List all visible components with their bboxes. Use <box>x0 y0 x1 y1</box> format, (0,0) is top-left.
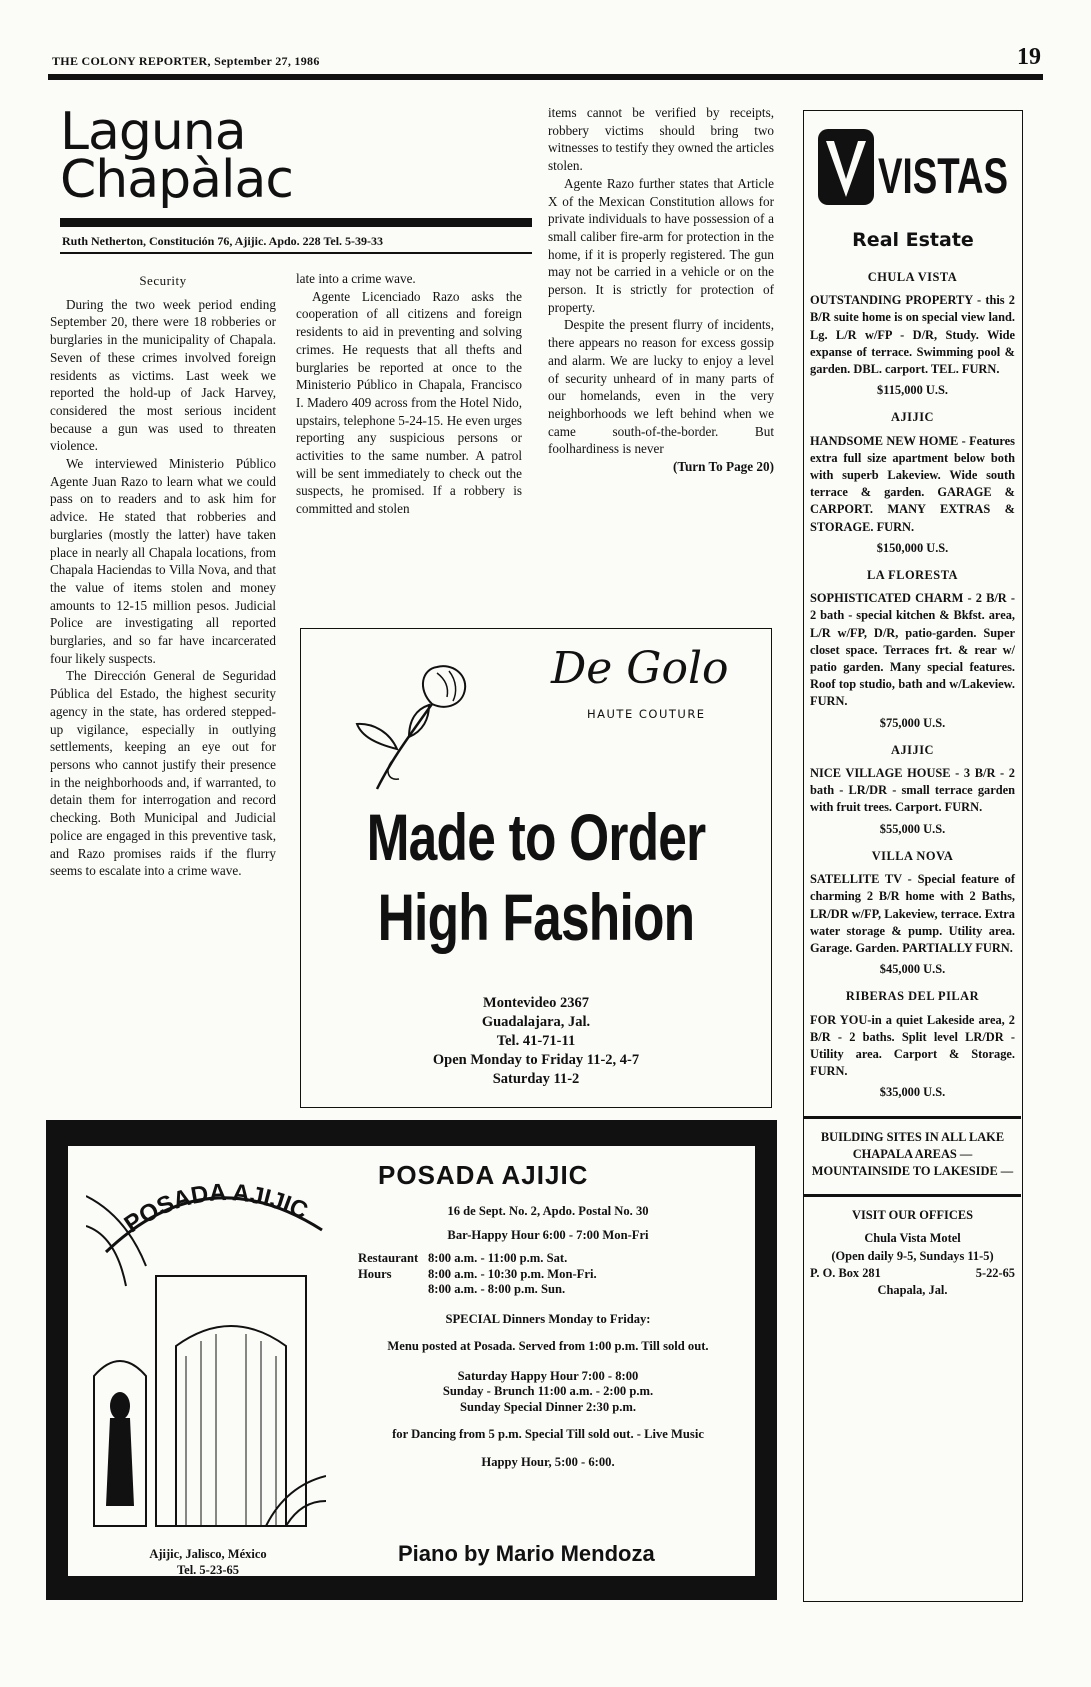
address-line: Montevideo 2367 <box>483 995 589 1011</box>
saturday-happy-hour: Saturday Happy Hour 7:00 - 8:00 <box>457 1368 639 1383</box>
column-logo-line1: Laguna <box>60 102 246 162</box>
listing-location: AJIJIC <box>891 742 934 757</box>
listing <box>810 742 1015 838</box>
vistas-real-estate-ad <box>803 110 1023 1602</box>
article-heading: Security <box>139 273 187 288</box>
listing-price: $35,000 U.S. <box>879 1085 946 1100</box>
dancing-note: for Dancing from 5 p.m. Special Till sold out. - Live Music <box>392 1427 704 1441</box>
byline-rule <box>60 252 532 254</box>
listing-description: SOPHISTICATED CHARM - 2 B/R - 2 bath - special kitchen & Bkfst. area, L/R w/FP, D/R, patio-garden. Super closet space. Terraces frt. & rear w/ patio garden. Many special features. Roof top studio, bath and w/Lakeview. FURN. <box>810 591 1015 709</box>
listing-location: LA FLORESTA <box>867 568 958 583</box>
listing-description: SATELLITE TV - Special feature of charming 2 B/R home with 2 Baths, LR/DR w/FP, Lakeview, terrace. Extra water storage & pump. Utility area. Garage. Garden. PARTIALLY FURN. <box>810 872 1015 955</box>
happy-hour: Happy Hour, 5:00 - 6:00. <box>481 1454 615 1469</box>
posada-details <box>348 1204 748 1470</box>
address-line: Guadalajara, Jal. <box>481 1014 591 1030</box>
masthead: THE COLONY REPORTER, September 27, 1986 <box>52 54 320 68</box>
listing-description: HANDSOME NEW HOME - Features extra full size apartment below both with superb Lakeview. Wide south terrace & garden. GARAGE & CARPORT. MANY EXTRAS & STORAGE. FURN. <box>810 433 1015 534</box>
article-paragraph: items cannot be verified by receipts, robbery victims should bring two witnesses to testify they owned the articles stolen. <box>548 105 774 174</box>
article-column-1 <box>50 272 276 880</box>
office-name: Chula Vista Motel <box>864 1231 961 1246</box>
listing-price: $75,000 U.S. <box>879 715 946 730</box>
de-golo-name: De Golo <box>551 643 729 694</box>
de-golo-address <box>301 994 771 1089</box>
hours-line: Saturday 11-2 <box>492 1071 580 1087</box>
posada-phone: Tel. 5-23-65 <box>176 1563 240 1577</box>
po-box: P. O. Box 281 <box>810 1265 881 1280</box>
listing-price: $55,000 U.S. <box>879 821 946 836</box>
posada-ajijic-ad <box>46 1120 777 1600</box>
logo-rule <box>60 218 532 227</box>
listing-description: OUTSTANDING PROPERTY - this 2 B/R suite home is on special view land. Lg. L/R w/FP - D/R, Study. Wide expanse of terrace. Swimming pool & garden. DBL. carport. TEL. FURN. <box>810 293 1015 377</box>
article-paragraph: The Dirección General de Seguridad Pública del Estado, the highest security agency in the state, has ordered stepped-up vigilance, especially in outlying settlements, keeping an eye out for persons who cannot justify their presence in the neighborhoods and, if warranted, to detain them for interrogation and record checking. Both Municipal and Judicial police are engaged in this preventive task, and Razo promises raids if the flurry seems to escalate into a crime wave. <box>50 668 276 879</box>
piano-note: Piano by Mario Mendoza <box>398 1541 655 1566</box>
hours-line: Open Monday to Friday 11-2, 4-7 <box>432 1052 640 1068</box>
article-paragraph: Agente Licenciado Razo asks the cooperation of all citizens and foreign residents to aid in preventing and solving crimes. He requests that all thefts and burglaries be reported at once to the Ministerio Público in Chapala, Francisco I. Madero 409 across from the Hotel Nido, upstairs, telephone 5-24-15. He even urges reporting any suspicious persons or activities to the same number. A patrol will be sent immediately to check out the suspects, he promised. If a robbery is committed and stolen <box>296 288 522 517</box>
office-contact <box>810 1265 1015 1282</box>
article-column-3 <box>548 104 774 476</box>
posada-illustration <box>86 1156 326 1536</box>
rose-icon <box>337 649 487 799</box>
visit-offices: VISIT OUR OFFICES <box>852 1208 973 1223</box>
restaurant-hours <box>358 1251 748 1298</box>
office-hours: (Open daily 9-5, Sundays 11-5) <box>831 1248 994 1263</box>
posada-title: POSADA AJIJIC <box>378 1160 589 1190</box>
bar-hours: Bar-Happy Hour 6:00 - 7:00 Mon-Fri <box>447 1227 649 1242</box>
vistas-logo <box>814 121 1012 213</box>
article-column-2 <box>296 270 522 518</box>
posada-footer <box>128 1546 288 1578</box>
hours-line: 8:00 a.m. - 8:00 p.m. Sun. <box>428 1282 566 1296</box>
masthead-rule <box>48 74 1043 80</box>
posada-location: Ajijic, Jalisco, México <box>149 1547 267 1561</box>
special-dinners: SPECIAL Dinners Monday to Friday: <box>445 1311 651 1326</box>
listing-description: FOR YOU-in a quiet Lakeside area, 2 B/R - 2 baths. Split level LR/DR - Utility area. Carport & Storage. FURN. <box>810 1012 1015 1079</box>
restaurant-hours-list <box>428 1251 748 1298</box>
phone: Tel. 41-71-11 <box>496 1033 576 1049</box>
de-golo-sub: HAUTE COUTURE <box>587 707 706 721</box>
page-number: 19 <box>1017 44 1041 70</box>
vistas-listings <box>810 259 1015 1299</box>
turn-to-page: (Turn To Page 20) <box>672 459 774 475</box>
menu-note: Menu posted at Posada. Served from 1:00 p.m. Till sold out. <box>387 1339 709 1353</box>
listing <box>810 988 1015 1101</box>
listing-location: CHULA VISTA <box>867 270 958 284</box>
de-golo-ad <box>300 628 772 1108</box>
posada-inner <box>68 1146 755 1576</box>
vistas-logo-text: VISTAS <box>878 148 1008 204</box>
listing <box>810 409 1015 557</box>
article-paragraph: We interviewed Ministerio Público Agente Juan Razo to learn what we could pass on to readers and to ask him for advice. He stated that robberies and burglaries (mostly the latter) have taken place in nearly all Chapala locations, from Chapala Haciendas to Villa Nova, and that the value of items stolen and money amounts to 12-15 million pesos. Judicial Police are investigating all reported burglaries, and so far have incarcerated four likely suspects. <box>50 456 276 666</box>
high-fashion: High Fashion <box>377 880 695 954</box>
office-city: Chapala, Jal. <box>877 1282 948 1297</box>
posada-address: 16 de Sept. No. 2, Apdo. Postal No. 30 <box>447 1204 649 1218</box>
office-phone: 5-22-65 <box>975 1265 1015 1280</box>
building-sites: BUILDING SITES IN ALL LAKE CHAPALA AREAS — MOUNTAINSIDE TO LAKESIDE — <box>811 1129 1014 1178</box>
posada-sign-text: POSADA AJIJIC <box>119 1179 312 1239</box>
listing <box>810 269 1015 399</box>
hours-line: 8:00 a.m. - 10:30 p.m. Mon-Fri. <box>428 1266 597 1281</box>
vistas-tagline: Real Estate <box>852 229 974 251</box>
sunday-dinner: Sunday Special Dinner 2:30 p.m. <box>459 1399 637 1414</box>
listing-location: VILLA NOVA <box>871 848 954 863</box>
article-paragraph: During the two week period ending September 20, there were 18 robberies or burglaries in the municipality of Chapala. Seven of these crimes involved foreign residents as victims. Last week we reported the hold-up of Jack Harvey, considered the most serious incident because a gun was used to threaten violence. <box>50 296 276 454</box>
article-paragraph: Despite the present flurry of incidents, there appears no reason for excess gossip and alarm. We are lucky to enjoy a level of security unheard of in many parts of our homelands, even in the very neighborhoods we left behind when we came south-of-the-border. But foolhardiness is never <box>548 317 774 457</box>
article-paragraph: late into a crime wave. <box>296 271 416 286</box>
listing-price: $115,000 U.S. <box>877 383 948 398</box>
column-logo <box>60 102 300 210</box>
listing <box>810 567 1015 732</box>
listing-price: $150,000 U.S. <box>876 540 949 555</box>
column-logo-line2: Chapàlac <box>60 150 293 210</box>
article-paragraph: Agente Razo further states that Article X of the Mexican Constitution allows for private individuals to have possession of a small caliber fire-arm for protection in the home, if it is properly registered. The gun may not be carried in a vehicle or on the person. It is strictly for protection of property. <box>548 175 774 315</box>
listing-location: AJIJIC <box>891 410 934 425</box>
sunday-brunch: Sunday - Brunch 11:00 a.m. - 2:00 p.m. <box>442 1384 654 1398</box>
divider <box>804 1116 1021 1119</box>
hours-line: 8:00 a.m. - 11:00 p.m. Sat. <box>428 1251 568 1265</box>
made-to-order: Made to Order <box>366 800 706 874</box>
restaurant-hours-label: Restaurant Hours <box>358 1251 419 1281</box>
listing-price: $45,000 U.S. <box>879 962 946 977</box>
divider <box>804 1194 1021 1197</box>
gate-frame <box>156 1276 306 1526</box>
byline: Ruth Netherton, Constitución 76, Ajijic. Apdo. 228 Tel. 5-39-33 <box>62 234 384 248</box>
listing <box>810 848 1015 978</box>
listing-location: RIBERAS DEL PILAR <box>845 989 980 1004</box>
listing-description: NICE VILLAGE HOUSE - 3 B/R - 2 bath - LR/DR - small terrace garden with fruit trees. Carport. FURN. <box>810 766 1015 815</box>
